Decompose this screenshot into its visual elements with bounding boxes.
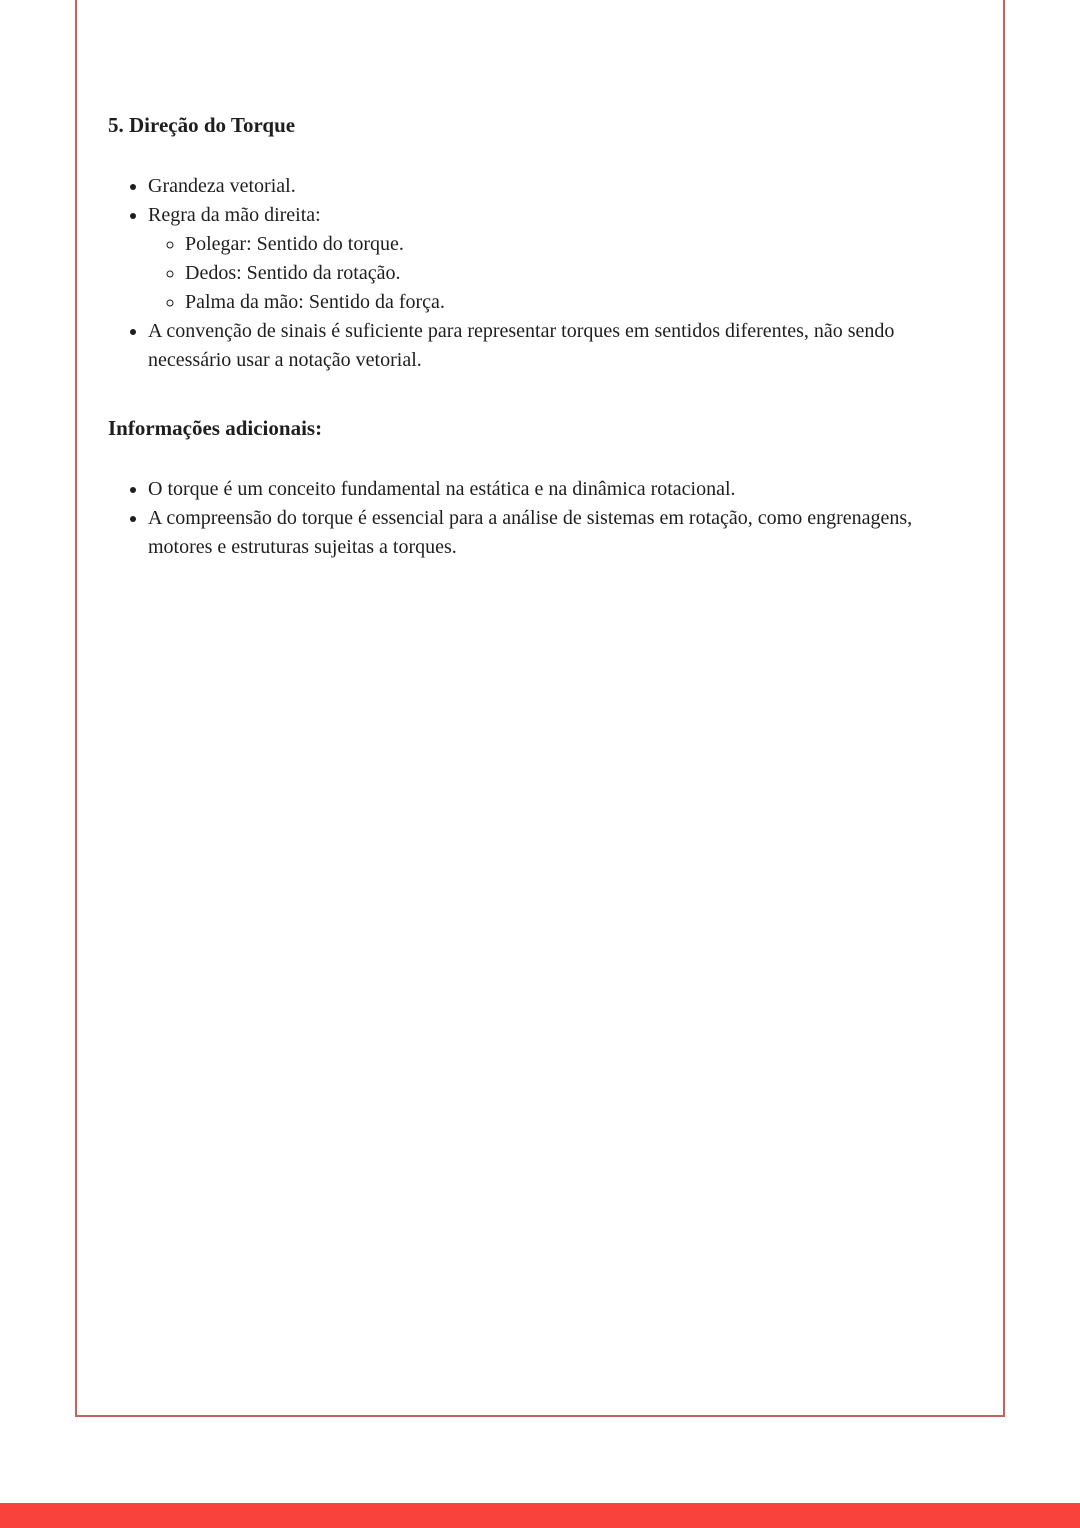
list-item: [148, 172, 959, 201]
list-item: [148, 504, 959, 562]
sub-list-item-text: Palma da mão: Sentido da força.: [185, 291, 445, 314]
list-item: [148, 201, 959, 317]
additional-bullet-list: [108, 475, 959, 562]
list-item-text: A compreensão do torque é essencial para a análise de sistemas em rotação, como engrenagens, motores e estruturas sujeitas a torques.: [148, 506, 913, 558]
list-item: [148, 475, 959, 504]
footer-accent-bar: [0, 1503, 1080, 1528]
sub-bullet-list: [148, 230, 959, 317]
section-heading: 5. Direção do Torque: [108, 113, 296, 137]
sub-list-item: [185, 259, 959, 288]
list-item-text: Regra da mão direita:: [148, 204, 321, 227]
sub-list-item: [185, 230, 959, 259]
subheading: Informações adicionais:: [108, 416, 323, 441]
sub-list-item-text: Dedos: Sentido da rotação.: [185, 262, 401, 285]
document-page-frame: [75, 0, 1005, 1417]
list-item: [148, 317, 959, 375]
document-content: [77, 0, 1003, 562]
list-item-text: A convenção de sinais é suficiente para representar torques em sentidos diferentes, não sendo necessário usar a notação vetorial.: [148, 320, 895, 372]
bullet-list: [108, 172, 959, 375]
sub-list-item-text: Polegar: Sentido do torque.: [185, 233, 404, 256]
list-item-text: O torque é um conceito fundamental na estática e na dinâmica rotacional.: [148, 477, 736, 500]
sub-list-item: [185, 288, 959, 317]
list-item-text: Grandeza vetorial.: [148, 175, 296, 198]
